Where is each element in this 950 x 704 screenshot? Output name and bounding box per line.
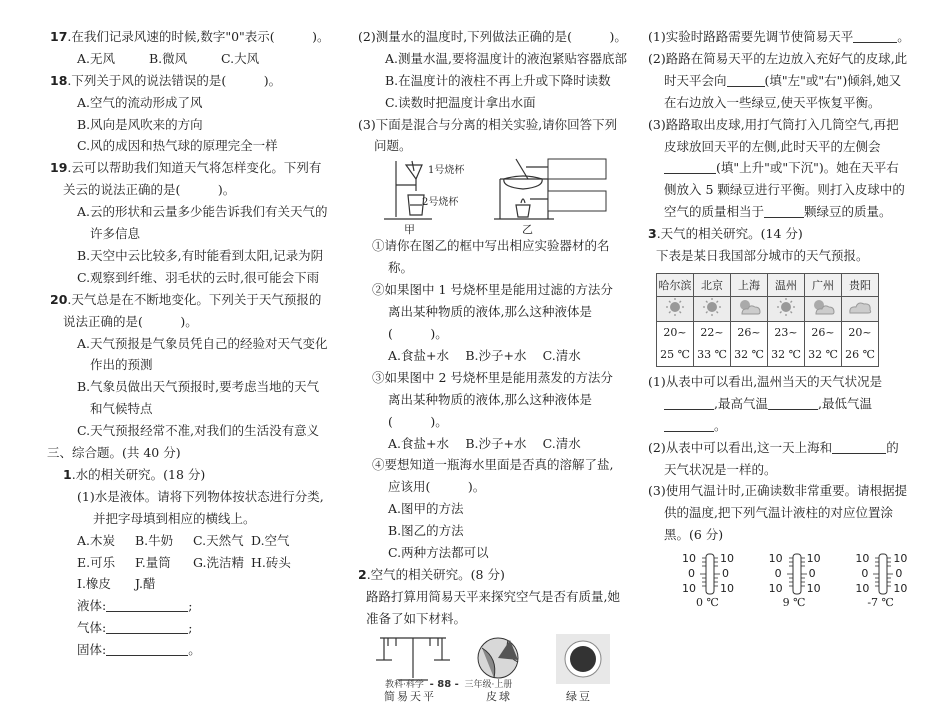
thermometer-1[interactable]: 10 10 0 0 10 10 0 ℃ — [682, 552, 737, 610]
q18-option-a: A.空气的流动形成了风 — [77, 94, 203, 110]
air-q1-blank[interactable] — [853, 28, 897, 43]
city-cell: 北京 — [694, 273, 731, 296]
city-cell: 温州 — [768, 273, 805, 296]
gas-answer-blank[interactable] — [106, 619, 188, 634]
temp-high-cell: 33 ℃ — [694, 344, 731, 367]
thermometer-reading: -7 ℃ — [867, 596, 894, 610]
table-row-low — [657, 321, 879, 344]
thermometer-3[interactable]: 10 10 0 0 10 10 -7 ℃ — [855, 552, 910, 610]
ball-icon — [478, 638, 518, 678]
temp-high-cell: 32 ℃ — [805, 344, 842, 367]
material-balance-label: 简易天平 — [384, 689, 436, 703]
equipment-box-upper — [548, 159, 606, 179]
evaporation-apparatus-icon — [494, 159, 554, 219]
cup1-label: 1号烧杯 — [428, 165, 465, 177]
air-q3-blank-a[interactable] — [664, 159, 716, 174]
equipment-box-lower — [548, 191, 606, 211]
air-intro: 路路打算用简易天平来探究空气是否有质量,她准备了如下材料。 — [366, 588, 620, 626]
right-column — [648, 26, 910, 610]
material-beans-label: 绿豆 — [566, 689, 592, 703]
q17-options: A.无风 B.微风 C.大风 — [77, 50, 260, 66]
temp-low-cell: 26~ — [805, 321, 842, 344]
q20-option-b: B.气象员做出天气预报时,要考虑当地的天气和气候特点 — [77, 379, 320, 417]
sub2-option-c: C.读数时把温度计拿出水面 — [385, 94, 536, 110]
s3-question: ③如果图中 2 号烧杯里是能用蒸发的方法分离出某种物质的液体,那么这种液体是( )。 — [372, 369, 613, 429]
table-row-cities — [657, 273, 879, 296]
thermometer-row — [648, 552, 910, 610]
temp-high-cell: 25 ℃ — [657, 344, 694, 367]
water-sub3: (3)下面是混合与分离的相关实验,请你回答下列问题。 — [358, 116, 618, 154]
sub2-option-b: B.在温度计的液柱不再上升或下降时读数 — [385, 72, 611, 88]
cup2-label: 2号烧杯 — [422, 197, 459, 209]
q17-stem: 17.在我们记录风速的时候,数字"0"表示( )。 — [50, 29, 330, 44]
q18-stem: 18.下列关于风的说法错误的是( )。 — [50, 72, 282, 88]
city-cell: 贵阳 — [842, 273, 879, 296]
water-items-row2: E.可乐 F.量筒 G.洗洁精 H.砖头 — [77, 554, 291, 570]
weather-q2: (2)从表中可以看出,这一天上海和 的天气状况是一样的。 — [648, 439, 899, 477]
s4-question: ④要想知道一瓶海水里面是否真的溶解了盐,应该用( )。 — [372, 457, 614, 495]
fig-jia-label: 甲 — [404, 223, 415, 237]
sunny-icon — [775, 297, 797, 317]
left-column — [47, 26, 330, 661]
air-title: 2.空气的相关研究。(8 分) — [358, 566, 505, 582]
air-q1: (1)实验时路路需要先调节使简易天平 。 — [648, 29, 910, 44]
q18-option-b: B.风向是风吹来的方向 — [77, 116, 203, 132]
s2-question: ②如果图中 1 号烧杯里是能用过滤的方法分离出某种物质的液体,那么这种液体是( )。 — [372, 282, 613, 341]
s1-question: ①请你在图乙的框中写出相应实验器材的名称。 — [372, 238, 610, 276]
s2-options: A.食盐+水 B.沙子+水 C.清水 — [388, 347, 581, 363]
cloudy-icon — [847, 297, 873, 317]
thermometer-reading: 9 ℃ — [782, 596, 806, 610]
q20-option-a: A.天气预报是气象员凭自己的经验对天气变化作出的预测 — [77, 335, 328, 373]
q20-stem: 20.天气总是在不断地变化。下列关于天气预报的说法正确的是( )。 — [50, 291, 322, 329]
temp-high-cell: 26 ℃ — [842, 344, 879, 367]
middle-column — [358, 26, 627, 703]
gas-line: 气体: ; — [77, 620, 193, 636]
q20-option-c: C.天气预报经常不准,对我们的生活没有意义 — [77, 423, 320, 439]
experiment-figure — [358, 157, 620, 235]
q19-option-a: A.云的形状和云量多少能告诉我们有关天气的许多信息 — [77, 204, 328, 242]
page-footer: 教科·科学 - 88 - 三年级·上册 — [385, 679, 513, 690]
temp-low-cell: 23~ — [768, 321, 805, 344]
weather-q1: (1)从表中可以看出,温州当天的天气状况是,最高气温 ,最低气温。 — [648, 373, 883, 433]
temp-low-cell: 20~ — [842, 321, 879, 344]
city-cell: 广州 — [805, 273, 842, 296]
weather-q3: (3)使用气温计时,正确读数非常重要。请根据提供的温度,把下列气温计液柱的对应位置涂黑。(6 分) — [648, 483, 908, 543]
s3-options: A.食盐+水 B.沙子+水 C.清水 — [388, 435, 581, 451]
temp-low-cell: 22~ — [694, 321, 731, 344]
water-items-row3: I.橡皮 J.醋 — [77, 576, 156, 592]
s4-option-b: B.图乙的方法 — [388, 523, 464, 539]
temp-low-cell: 20~ — [657, 321, 694, 344]
air-q3: (3)路路取出皮球,用打气筒打入几筒空气,再把皮球放回天平的左侧,此时天平的左侧会(填"上升"或"下沉")。她在天平右侧放入 5 颗绿豆进行平衡。则打入皮球中的空气的质量相当于 颗绿豆的质量。 — [648, 116, 905, 220]
thermometer-2[interactable]: 10 10 0 0 10 10 9 ℃ — [769, 552, 824, 610]
weather-q1-blank-a[interactable] — [664, 395, 714, 410]
weather-title: 3.天气的相关研究。(14 分) — [648, 226, 803, 242]
experiment-drawing — [358, 157, 620, 235]
sun-cloud-icon — [736, 297, 762, 317]
water-items-row1: A.木炭 B.牛奶 C.天然气 D.空气 — [77, 532, 290, 548]
solid-answer-blank[interactable] — [106, 641, 188, 656]
city-cell: 上海 — [731, 273, 768, 296]
table-row-high — [657, 344, 879, 367]
temp-high-cell: 32 ℃ — [731, 344, 768, 367]
weather-q1-blank-c[interactable] — [664, 417, 714, 432]
city-cell: 哈尔滨 — [657, 273, 694, 296]
thermometer-reading: 0 ℃ — [696, 596, 719, 610]
fig-yi-label: 乙 — [522, 223, 533, 237]
page-number: - 88 - — [429, 679, 459, 690]
section-heading: 三、综合题。(共 40 分) — [47, 445, 181, 461]
s4-option-c: C.两种方法都可以 — [388, 545, 489, 560]
temp-low-cell: 26~ — [731, 321, 768, 344]
table-row-icons — [657, 296, 879, 321]
solid-line: 固体: 。 — [77, 642, 201, 658]
sub2-option-a: A.测量水温,要将温度计的液泡紧贴容器底部 — [385, 50, 627, 66]
balance-icon — [376, 638, 450, 680]
weather-q1-blank-b[interactable] — [768, 395, 818, 410]
weather-q2-blank[interactable] — [832, 439, 886, 454]
temp-high-cell: 32 ℃ — [768, 344, 805, 367]
air-q2: (2)路路在简易天平的左边放入充好气的皮球,此时天平会向 (填"左"或"右")倾斜,她又在右边放入一些绿豆,使天平恢复平衡。 — [648, 50, 908, 110]
water-title: 1.水的相关研究。(18 分) — [63, 466, 206, 482]
filter-apparatus-icon — [384, 161, 432, 219]
sunny-icon — [701, 297, 723, 317]
sun-cloud-icon — [810, 297, 836, 317]
s4-option-a: A.图甲的方法 — [388, 501, 464, 517]
material-ball-label: 皮球 — [486, 689, 512, 703]
liquid-line: 液体: ; — [77, 598, 193, 614]
q19-option-b: B.天空中云比较多,有时能看到太阳,记录为阴 — [77, 247, 324, 263]
q18-option-c: C.风的成因和热气球的原理完全一样 — [77, 138, 278, 154]
weather-intro: 下表是某日我国部分城市的天气预报。 — [656, 248, 869, 264]
liquid-answer-blank[interactable] — [106, 597, 188, 612]
q19-stem: 19.云可以帮助我们知道天气将怎样变化。下列有关云的说法正确的是( )。 — [50, 160, 322, 198]
beans-icon — [556, 634, 610, 684]
water-sub1: (1)水是液体。请将下列物体按状态进行分类,并把字母填到相应的横线上。 — [77, 488, 324, 526]
air-q3-blank-b[interactable] — [764, 203, 804, 218]
q19-option-c: C.观察到纤维、羽毛状的云时,很可能会下雨 — [77, 269, 320, 285]
air-q2-blank[interactable] — [727, 72, 765, 87]
water-sub2: (2)测量水的温度时,下列做法正确的是( )。 — [358, 29, 627, 44]
weather-table — [656, 273, 879, 367]
sunny-icon — [664, 297, 686, 317]
